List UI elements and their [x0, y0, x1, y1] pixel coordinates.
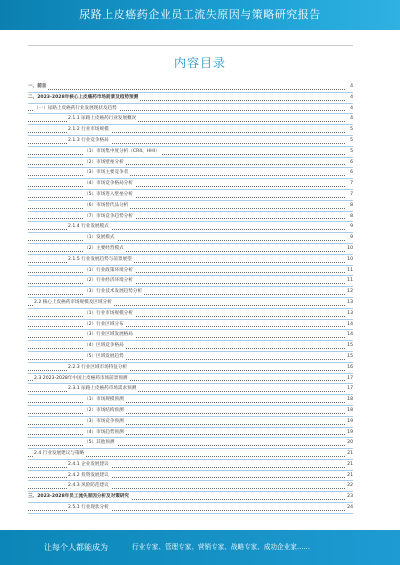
toc-entry-label: 2.1.2 行业市场规模 — [68, 125, 111, 135]
toc-row[interactable] — [28, 179, 353, 190]
toc-page-number: 21 — [346, 471, 353, 481]
toc-page-number: 15 — [346, 341, 353, 351]
toc-row[interactable] — [28, 341, 353, 352]
toc-page-number: 4 — [349, 104, 353, 114]
toc-leader-dots — [28, 402, 345, 403]
toc-leader-dots — [28, 337, 345, 338]
toc-page-number: 9 — [349, 222, 353, 232]
report-header-bar — [0, 0, 400, 30]
toc-row[interactable] — [28, 384, 353, 395]
toc-page-number: 14 — [346, 320, 353, 330]
toc-leader-dots — [28, 218, 345, 219]
toc-row[interactable] — [28, 481, 353, 492]
toc-leader-dots — [28, 359, 345, 360]
toc-entry-label: （2）主要经营模式 — [84, 244, 126, 254]
toc-row[interactable] — [28, 492, 353, 503]
toc-entry-label: 2.4.2 投资发展建议 — [68, 471, 111, 481]
toc-entry-label: （7）市场竞争趋势分析 — [84, 212, 135, 222]
toc-page-number: 17 — [346, 384, 353, 394]
toc-page-number: 18 — [346, 395, 353, 405]
toc-entry-label: （2）市场壁垒分析 — [84, 158, 126, 168]
toc-page-number: 9 — [349, 233, 353, 243]
toc-entry-label: （4）市场趋势预测 — [84, 428, 126, 438]
top-rule — [28, 45, 353, 46]
toc-row[interactable] — [28, 255, 353, 266]
toc-page-number: 10 — [346, 244, 353, 254]
toc-page-number: 20 — [346, 438, 353, 448]
toc-row[interactable] — [28, 201, 353, 212]
toc-row[interactable] — [28, 320, 353, 331]
toc-row[interactable] — [28, 82, 353, 93]
toc-entry-label: 一、前言 — [28, 82, 48, 92]
toc-row[interactable] — [28, 330, 353, 341]
toc-entry-label: 2.1.5 行业发展趋势与前景展望 — [68, 255, 134, 265]
toc-page-number: 12 — [346, 287, 353, 297]
toc-entry-label: （2）行业经济环境分析 — [84, 276, 135, 286]
toc-page-number: 4 — [349, 93, 353, 103]
toc-entry-label: 2.4.3 风险防范建议 — [68, 481, 111, 491]
toc-entry-label: 二、2023-2028年核心上皮癌药市场前景及趋势预测 — [28, 93, 140, 103]
toc-entry-label: （5）区域发展趋势 — [84, 352, 126, 362]
toc-entry-label: （一）尿路上皮癌药行业发展现状及趋势 — [34, 104, 119, 114]
toc-row[interactable] — [28, 222, 353, 233]
toc-row[interactable] — [28, 266, 353, 277]
toc-row[interactable] — [28, 244, 353, 255]
toc-page-number: 8 — [349, 212, 353, 222]
toc-row[interactable] — [28, 374, 353, 385]
toc-page-number: 10 — [346, 255, 353, 265]
toc-leader-dots — [28, 434, 345, 435]
toc-page-number: 19 — [346, 417, 353, 427]
toc-leader-dots — [28, 348, 345, 349]
toc-page-number: 7 — [349, 179, 353, 189]
toc-row[interactable] — [28, 125, 353, 136]
toc-entry-label: 2.2 核心上皮癌药市场规模及区域分析 — [34, 298, 114, 308]
toc-row[interactable] — [28, 104, 353, 115]
toc-entry-label: （4）区域竞争格局 — [84, 341, 126, 351]
toc-leader-dots — [28, 316, 345, 317]
toc-leader-dots — [28, 424, 345, 425]
toc-entry-label: （1）行业市场规模分析 — [84, 309, 135, 319]
toc-page-number: 24 — [346, 503, 353, 513]
toc-row[interactable] — [28, 212, 353, 223]
toc-page-number: 21 — [346, 460, 353, 470]
toc-row[interactable] — [28, 276, 353, 287]
table-of-contents — [28, 82, 353, 514]
toc-leader-dots — [28, 413, 345, 414]
toc-row[interactable] — [28, 147, 353, 158]
toc-page-number: 5 — [349, 136, 353, 146]
toc-entry-label: （4）市场竞争格局分析 — [84, 179, 135, 189]
toc-leader-dots — [28, 197, 345, 198]
toc-leader-dots — [28, 326, 345, 327]
footer-slogan: 让每个人都能成为 — [44, 543, 108, 552]
toc-page-number: 6 — [349, 158, 353, 168]
toc-row[interactable] — [28, 287, 353, 298]
toc-entry-label: （3）市场竞争预测 — [84, 417, 126, 427]
toc-row[interactable] — [28, 449, 353, 460]
toc-entry-label: 2.3 2023-2028年中国上皮癌药市场前景预测 — [34, 374, 130, 384]
toc-leader-dots — [28, 251, 345, 252]
toc-page-number: 18 — [346, 406, 353, 416]
toc-leader-dots — [28, 89, 345, 90]
toc-row[interactable] — [28, 190, 353, 201]
toc-leader-dots — [28, 175, 345, 176]
toc-entry-label: 2.1.1 尿路上皮癌药行业发展概况 — [68, 114, 138, 124]
toc-row[interactable] — [28, 168, 353, 179]
toc-page-number: 15 — [346, 352, 353, 362]
toc-entry-label: （3）市场主要竞争者 — [84, 168, 130, 178]
toc-leader-dots — [28, 240, 345, 241]
toc-page-number: 17 — [346, 374, 353, 384]
toc-entry-label: （3）行业技术发展趋势分析 — [84, 287, 144, 297]
toc-row[interactable] — [28, 93, 353, 104]
toc-entry-label: 2.1.4 行业发展模式 — [68, 222, 111, 232]
toc-row[interactable] — [28, 309, 353, 320]
toc-row[interactable] — [28, 428, 353, 439]
toc-leader-dots — [28, 186, 345, 187]
toc-entry-label: 2.5.1 行业现状分析 — [68, 503, 111, 513]
toc-leader-dots — [28, 164, 345, 165]
toc-page-number: 4 — [349, 114, 353, 124]
toc-row[interactable] — [28, 438, 353, 449]
toc-entry-label: （1）市场规模预测 — [84, 395, 126, 405]
toc-page-number: 19 — [346, 428, 353, 438]
toc-entry-label: 2.4.1 企业发展建议 — [68, 460, 111, 470]
toc-page-number: 11 — [346, 266, 353, 276]
toc-entry-label: （1）发展模式 — [84, 233, 117, 243]
toc-leader-dots — [28, 208, 345, 209]
toc-entry-label: （3）行业区域发展格局 — [84, 330, 135, 340]
toc-page-number: 11 — [346, 276, 353, 286]
toc-page-number: 22 — [346, 481, 353, 491]
toc-page-number: 23 — [346, 492, 353, 502]
footer-tagline: 行业专家、管理专家、营销专家、战略专家、成功企业家…… — [132, 543, 311, 551]
toc-page-number: 6 — [349, 168, 353, 178]
toc-leader-dots — [28, 272, 345, 273]
toc-entry-label: （6）市场替代品分析 — [84, 201, 130, 211]
toc-row[interactable] — [28, 136, 353, 147]
toc-entry-label: 2.4 行业发展建议与策略 — [34, 449, 86, 459]
toc-row[interactable] — [28, 114, 353, 125]
toc-entry-label: （2）行业区域分布 — [84, 320, 126, 330]
toc-row[interactable] — [28, 417, 353, 428]
toc-page-number: 5 — [349, 125, 353, 135]
toc-entry-label: 三、2023-2028年员工流失原因分析及对策研究 — [28, 492, 131, 502]
report-title: 尿路上皮癌药企业员工流失原因与策略研究报告 — [79, 8, 321, 21]
toc-leader-dots — [28, 154, 345, 155]
toc-entry-label: （1）市场集中度分析（CR4、HHI） — [84, 147, 162, 157]
toc-entry-label: 2.1.3 行业竞争格局 — [68, 136, 111, 146]
toc-leader-dots — [28, 445, 345, 446]
toc-page-number: 16 — [346, 363, 353, 373]
toc-leader-dots — [28, 283, 345, 284]
toc-page-number: 13 — [346, 309, 353, 319]
toc-entry-label: （2）市场结构预测 — [84, 406, 126, 416]
toc-entry-label: （1）行业政策环境分析 — [84, 266, 135, 276]
toc-page-number: 21 — [346, 449, 353, 459]
toc-row[interactable] — [28, 352, 353, 363]
toc-page-number: 5 — [349, 147, 353, 157]
toc-row[interactable] — [28, 298, 353, 309]
toc-row[interactable] — [28, 363, 353, 374]
toc-title: 内容目录 — [173, 56, 226, 70]
toc-row[interactable] — [28, 233, 353, 244]
toc-entry-label: 2.3.1 尿路上皮癌药市场需求预测 — [68, 384, 138, 394]
toc-page-number: 4 — [349, 82, 353, 92]
toc-entry-label: 2.2.3 行业区域市场特征分析 — [68, 363, 129, 373]
toc-row[interactable] — [28, 406, 353, 417]
footer-bar — [0, 530, 400, 565]
toc-page-number: 14 — [346, 330, 353, 340]
toc-leader-dots — [28, 294, 345, 295]
toc-row[interactable] — [28, 460, 353, 471]
toc-page-number: 13 — [346, 298, 353, 308]
toc-row[interactable] — [28, 471, 353, 482]
toc-entry-label: （5）市场进入壁垒分析 — [84, 190, 135, 200]
toc-page-number: 7 — [349, 190, 353, 200]
toc-row[interactable] — [28, 395, 353, 406]
toc-page-number: 8 — [349, 201, 353, 211]
toc-row[interactable] — [28, 503, 353, 514]
toc-row[interactable] — [28, 158, 353, 169]
toc-entry-label: （5）其他预测 — [84, 438, 117, 448]
